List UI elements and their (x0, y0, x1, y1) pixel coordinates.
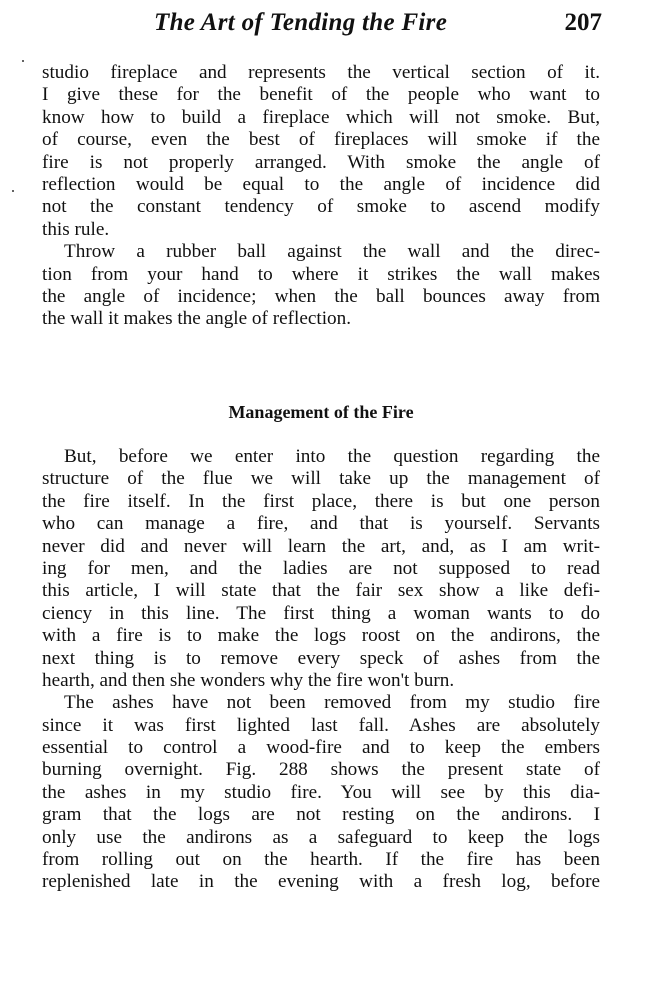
text-line: ciency in this line. The first thing a woman wants to do (42, 602, 600, 624)
text-line: fire is not properly arranged. With smoke the angle of (42, 151, 600, 173)
text-line: know how to build a fireplace which will not smoke. But, (42, 106, 600, 128)
text-line: this rule. (42, 218, 110, 240)
section-heading: Management of the Fire (228, 402, 414, 422)
text-line: tion from your hand to where it strikes the wall makes (42, 263, 600, 285)
text-line: never did and never will learn the art, and, as I am writ- (42, 535, 600, 557)
paragraph-block-2 (42, 446, 600, 894)
text-line: I give these for the benefit of the people who want to (42, 84, 600, 106)
scan-speck (22, 60, 24, 62)
text-line: next thing is to remove every speck of ashes from the (42, 647, 600, 669)
text-line: reflection would be equal to the angle of incidence did (42, 173, 600, 195)
text-line: the wall it makes the angle of reflection. (42, 308, 352, 330)
text-line: essential to control a wood-fire and to keep the embers (42, 737, 600, 759)
text-line: gram that the logs are not resting on the andirons. I (42, 804, 600, 826)
paragraph-block-1 (42, 62, 600, 331)
text-line: since it was first lighted last fall. Ashes are absolutely (42, 714, 600, 736)
text-line: from rolling out on the hearth. If the fire has been (42, 849, 600, 871)
text-line: hearth, and then she wonders why the fire won't burn. (42, 669, 455, 691)
text-line: the fire itself. In the first place, there is but one person (42, 490, 600, 512)
text-line: burning overnight. Fig. 288 shows the present state of (42, 759, 600, 781)
text-line: Throw a rubber ball against the wall and the direc- (64, 241, 600, 263)
text-line: who can manage a fire, and that is yourself. Servants (42, 513, 600, 535)
page-number: 207 (564, 9, 602, 36)
text-line: with a fire is to make the logs roost on the andirons, the (42, 625, 600, 647)
running-title: The Art of Tending the Fire (154, 9, 448, 36)
text-line: But, before we enter into the question regarding the (64, 446, 600, 467)
text-line: The ashes have not been removed from my studio fire (64, 692, 600, 714)
text-line: replenished late in the evening with a fresh log, before (42, 871, 600, 893)
text-line: the angle of incidence; when the ball bounces away from (42, 285, 600, 307)
text-line: not the constant tendency of smoke to ascend modify (42, 196, 600, 218)
text-line: this article, I will state that the fair sex show a like defi- (42, 580, 600, 602)
text-line: of course, even the best of fireplaces will smoke if the (42, 129, 600, 151)
running-header (150, 6, 602, 40)
text-line: ing for men, and the ladies are not supposed to read (42, 557, 600, 579)
text-line: only use the andirons as a safeguard to keep the logs (42, 826, 600, 848)
scan-speck (12, 190, 14, 192)
text-line: structure of the flue we will take up the management of (42, 468, 600, 490)
text-line: the ashes in my studio fire. You will see by this dia- (42, 781, 600, 803)
text-line: studio fireplace and represents the vertical section of it. (42, 62, 600, 83)
